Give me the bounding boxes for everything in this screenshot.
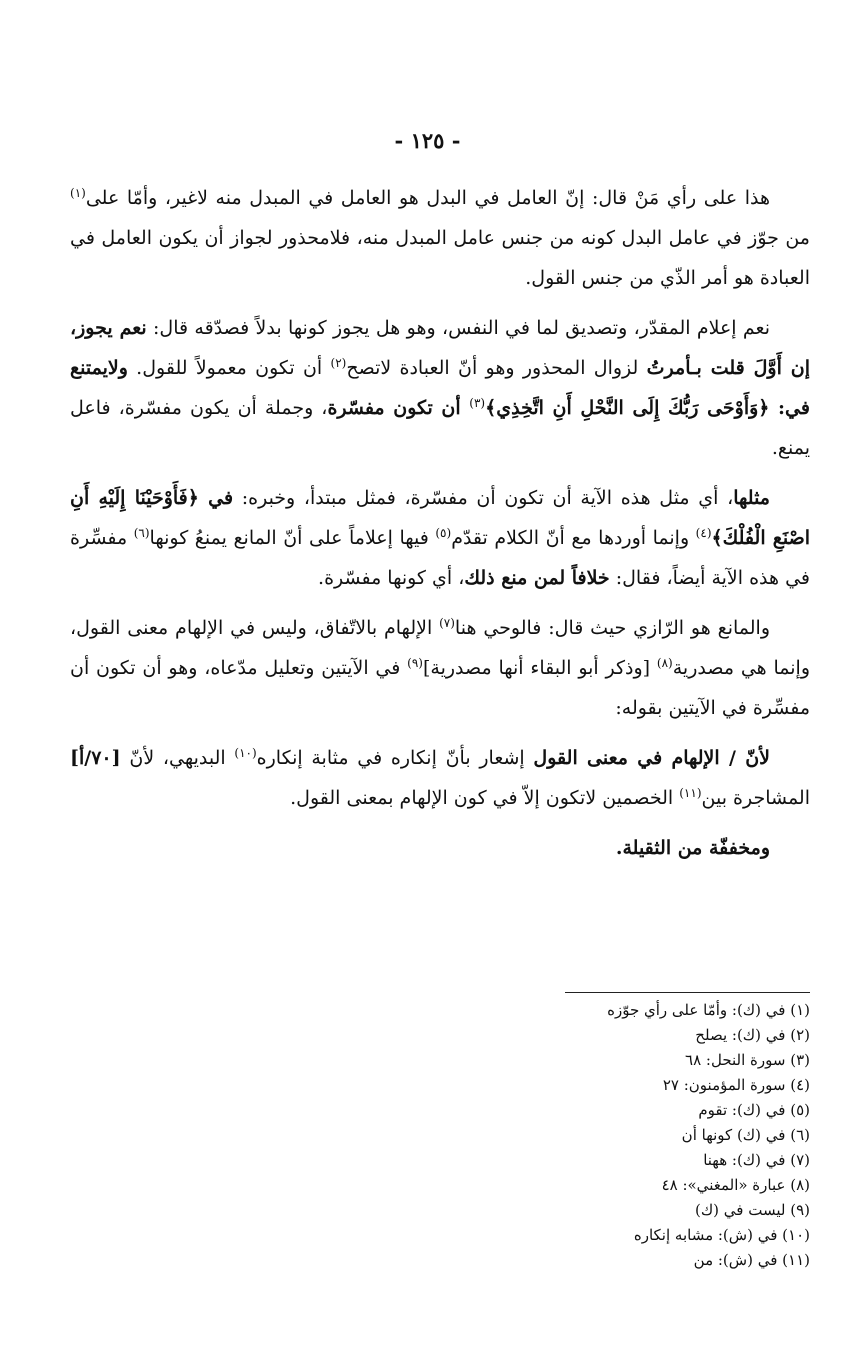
- bold-phrase: لأنّ / الإلهام في معنى القول: [533, 747, 770, 769]
- footnote-ref: (١٠): [234, 745, 257, 760]
- text-run: فيها إعلاماً على أنّ المانع يمنعُ كونها: [149, 527, 436, 549]
- text-run: نعم إعلام المقدّر، وتصديق لما في النفس، وهو هل يجوز كونها بدلاً فصدّقه قال:: [146, 317, 771, 339]
- footnote-ref: (٥): [435, 525, 452, 540]
- footnote-ref: (٦): [133, 525, 150, 540]
- paragraph-p3: [70, 478, 810, 598]
- footnote-item: (٤) سورة المؤمنون: ٢٧: [662, 1076, 810, 1094]
- footnote-item: (١٠) في (ش): مشابه إنكاره: [633, 1226, 810, 1244]
- quran-verse: ﴿وَأَوْحَى رَبُّكَ إِلَى النَّحْلِ أَنِ اتَّخِذِي﴾: [485, 397, 770, 419]
- text-run: والمانع هو الرّازي حيث قال: فالوحي هنا: [454, 617, 770, 639]
- bold-phrase: نعم يجوز، إن أَوَّلَ قلت بـأمرتُ: [70, 317, 810, 379]
- text-run: لزوال المحذور وهو أنّ العبادة لاتصح: [346, 357, 647, 379]
- text-run: أن تكون معمولاً للقول.: [127, 357, 331, 379]
- text-run: هذا على رأي مَنْ قال: إنّ العامل في البدل هو العامل في المبدل منه لاغير، وأمّا على: [85, 187, 770, 209]
- paragraph-p5: [70, 738, 810, 818]
- paragraph-p1: [70, 178, 810, 298]
- footnote-item: (٨) عبارة «المغني»: ٤٨: [661, 1176, 810, 1194]
- page-number: - ١٢٥ -: [394, 128, 461, 153]
- text-run: وإنما أوردها مع أنّ الكلام تقدّم: [451, 527, 696, 549]
- text-run: ، وجملة أن يكون مفسّرة، فاعل يمنع.: [70, 397, 810, 459]
- bold-phrase: في: [198, 487, 234, 509]
- bold-phrase: ومخففّة من الثقيلة.: [615, 837, 770, 859]
- text-run: ، أي مثل هذه الآية أن تكون أن مفسّرة، فمثل مبتدأ، وخبره:: [233, 487, 734, 509]
- bold-phrase: مثلها: [733, 487, 770, 509]
- footnote-ref: (٣): [469, 395, 486, 410]
- text-run: الخصمين لاتكون إلاّ في كون الإلهام بمعنى القول.: [290, 787, 680, 809]
- footnote-item: (٣) سورة النحل: ٦٨: [685, 1051, 810, 1069]
- bold-phrase: ولايمتنع في:: [70, 357, 810, 419]
- footnote-item: (٩) ليست في (ك): [694, 1201, 810, 1219]
- footnote-ref: (٧): [439, 615, 455, 630]
- footnote-ref: (١١): [679, 785, 702, 800]
- footnotes-list: [410, 998, 810, 1273]
- paragraph-p4: [70, 608, 810, 728]
- footnote-item: (١) في (ك): وأمّا على رأي جوّزه: [607, 1001, 810, 1019]
- footnote-ref: (١): [70, 185, 86, 200]
- bold-phrase: خلافاً لمن منع ذلك: [464, 567, 610, 589]
- text-run: المشاجرة بين: [701, 787, 810, 809]
- text-run: الإلهام بالاتّفاق، وليس في الإلهام معنى القول، وإنما هي مصدرية: [70, 617, 810, 679]
- footnote-item: (٥) في (ك): تقوم: [698, 1101, 810, 1119]
- footnote-item: (٧) في (ك): ههنا: [703, 1151, 810, 1169]
- text-run: مفسِّرة في هذه الآية أيضاً، فقال:: [70, 527, 810, 589]
- text-run: من جوّز في عامل البدل كونه من جنس عامل المبدل منه، فلامحذور لجواز أن يكون العامل في العبادة هو أمر الذّي من جنس القول.: [70, 227, 810, 289]
- footnote-ref: (٨): [656, 655, 673, 670]
- text-run: البديهي، لأنّ: [120, 747, 235, 769]
- text-run: في الآيتين وتعليل مدّعاه، وهو أن تكون أن مفسِّرة في الآيتين بقوله:: [70, 657, 810, 719]
- text-run: ، أي كونها مفسّرة.: [318, 567, 465, 589]
- quran-verse: ﴿فَأَوْحَيْنَا إِلَيْهِ أَنِ اصْنَعِ الْفُلْكَ﴾: [70, 487, 810, 549]
- text-run: [وذكر أبو البقاء أنها مصدرية]: [422, 657, 657, 679]
- body-text: [70, 178, 810, 878]
- paragraph-p2: [70, 308, 810, 468]
- footnote-item: (٢) في (ك): يصلح: [695, 1026, 810, 1044]
- footnote-ref: (٩): [407, 655, 423, 670]
- bold-phrase: أن تكون مفسّرة: [327, 397, 470, 419]
- footnote-ref: (٢): [330, 355, 347, 370]
- manuscript-folio-ref: [٧٠/أ]: [70, 747, 121, 769]
- footnote-separator: [565, 992, 810, 993]
- text-run: إشعار بأنّ إنكاره في مثابة إنكاره: [256, 747, 534, 769]
- footnote-ref: (٤): [695, 525, 712, 540]
- paragraph-p6: [70, 828, 810, 868]
- footnote-item: (٦) في (ك) كونها أن: [681, 1126, 810, 1144]
- footnote-item: (١١) في (ش): من: [693, 1251, 810, 1269]
